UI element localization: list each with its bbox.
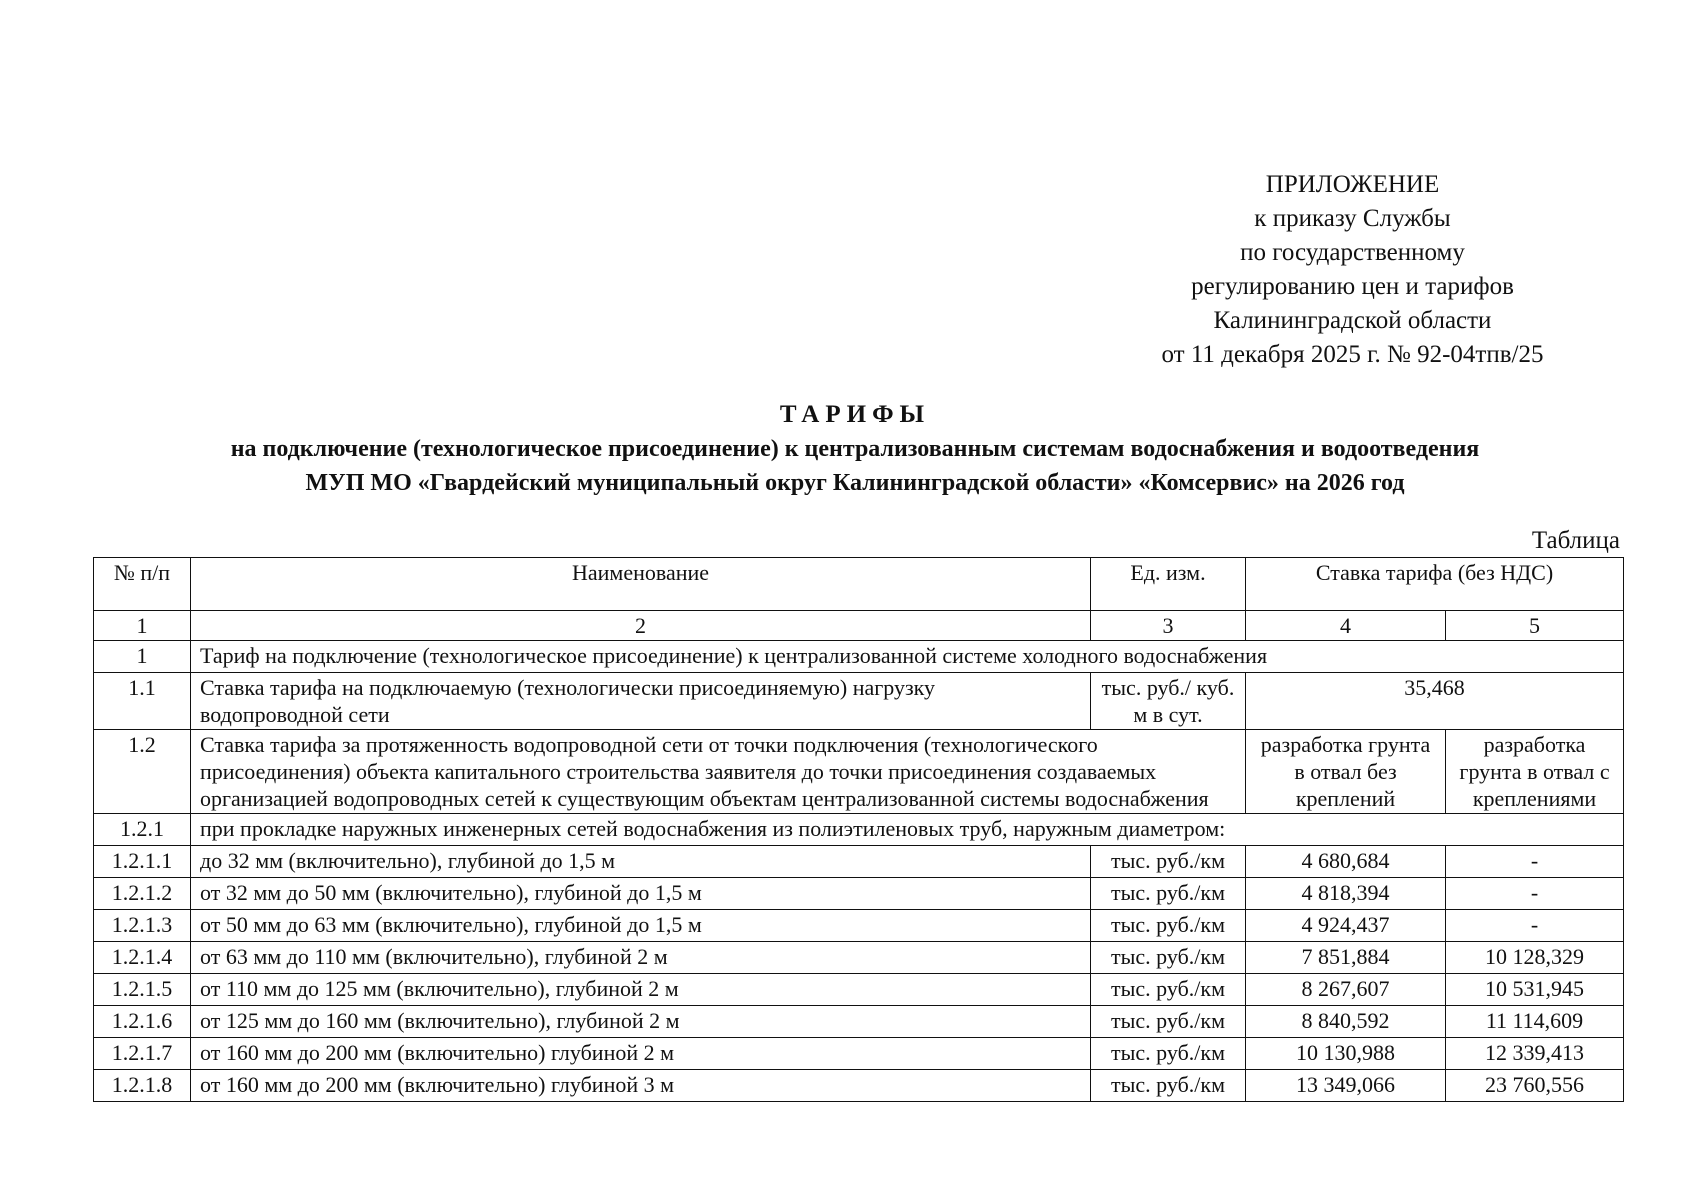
row-col4-label: разработка грунта в отвал без креплений <box>1246 730 1446 814</box>
row-name: от 125 мм до 160 мм (включительно), глубиной 2 м <box>191 1006 1091 1038</box>
row-name: при прокладке наружных инженерных сетей водоснабжения из полиэтиленовых труб, наружным диаметром: <box>191 814 1624 846</box>
header-rate: Ставка тарифа (без НДС) <box>1246 558 1624 611</box>
row-num: 1.2.1.3 <box>94 910 191 942</box>
row-value-col5: 10 531,945 <box>1446 974 1624 1006</box>
table-row <box>94 974 1624 1006</box>
row-unit: тыс. руб./км <box>1091 942 1246 974</box>
row-value: 35,468 <box>1246 673 1624 730</box>
row-value-col5: - <box>1446 846 1624 878</box>
appendix-line: к приказу Службы <box>1254 205 1451 232</box>
row-unit: тыс. руб./км <box>1091 846 1246 878</box>
row-num: 1.1 <box>94 673 191 730</box>
row-value-col4: 7 851,884 <box>1246 942 1446 974</box>
row-name: Ставка тарифа на подключаемую (технологически присоединяемую) нагрузку водопроводной сети <box>191 673 1091 730</box>
header-num: № п/п <box>94 558 191 611</box>
table-row <box>94 673 1624 730</box>
row-value-col4: 13 349,066 <box>1246 1070 1446 1102</box>
row-value-col5: 11 114,609 <box>1446 1006 1624 1038</box>
header-name: Наименование <box>191 558 1091 611</box>
row-name: Ставка тарифа за протяженность водопроводной сети от точки подключения (технологического присоединения) объекта капитального строительства заявителя до точки присоединения создаваемых организацией водопроводных сетей к существующим объектам централизованной системы водоснабжения <box>191 730 1246 814</box>
row-num: 1.2.1.6 <box>94 1006 191 1038</box>
row-unit: тыс. руб./ куб. м в сут. <box>1091 673 1246 730</box>
column-number: 1 <box>94 611 191 641</box>
row-num: 1.2.1.2 <box>94 878 191 910</box>
row-num: 1.2.1 <box>94 814 191 846</box>
table-row <box>94 942 1624 974</box>
table-row <box>94 1070 1624 1102</box>
row-name: от 32 мм до 50 мм (включительно), глубиной до 1,5 м <box>191 878 1091 910</box>
row-col5-label: разработка грунта в отвал с креплениями <box>1446 730 1624 814</box>
row-value-col4: 4 924,437 <box>1246 910 1446 942</box>
table-row <box>94 730 1624 814</box>
document-subtitle-line-1: на подключение (технологическое присоединение) к централизованным системам водоснабжения и водоотведения <box>230 436 1480 462</box>
row-name: от 50 мм до 63 мм (включительно), глубиной до 1,5 м <box>191 910 1091 942</box>
row-value-col4: 8 267,607 <box>1246 974 1446 1006</box>
row-name: до 32 мм (включительно), глубиной до 1,5 м <box>191 846 1091 878</box>
row-num: 1.2.1.4 <box>94 942 191 974</box>
section-row <box>94 641 1624 673</box>
document-subtitle-line-2: МУП МО «Гвардейский муниципальный округ Калининградской области» «Комсервис» на 2026 год <box>305 470 1405 496</box>
header-unit: Ед. изм. <box>1091 558 1246 611</box>
row-value-col4: 10 130,988 <box>1246 1038 1446 1070</box>
row-value-col5: - <box>1446 878 1624 910</box>
row-unit: тыс. руб./км <box>1091 1006 1246 1038</box>
row-num: 1.2.1.8 <box>94 1070 191 1102</box>
row-value-col4: 4 818,394 <box>1246 878 1446 910</box>
column-number: 5 <box>1446 611 1624 641</box>
row-unit: тыс. руб./км <box>1091 878 1246 910</box>
row-name: от 110 мм до 125 мм (включительно), глубиной 2 м <box>191 974 1091 1006</box>
row-num: 1.2.1.7 <box>94 1038 191 1070</box>
column-number: 2 <box>191 611 1091 641</box>
row-value-col5: - <box>1446 910 1624 942</box>
appendix-header <box>1080 168 1625 372</box>
subsection-row <box>94 814 1624 846</box>
row-unit: тыс. руб./км <box>1091 1038 1246 1070</box>
row-unit: тыс. руб./км <box>1091 910 1246 942</box>
section-num: 1 <box>94 641 191 673</box>
row-name: от 63 мм до 110 мм (включительно), глубиной 2 м <box>191 942 1091 974</box>
appendix-title: ПРИЛОЖЕНИЕ <box>1265 171 1440 198</box>
appendix-line: регулированию цен и тарифов <box>1191 273 1514 300</box>
row-unit: тыс. руб./км <box>1091 1070 1246 1102</box>
row-unit: тыс. руб./км <box>1091 974 1246 1006</box>
appendix-line: Калининградской области <box>1213 307 1492 334</box>
table-header-row <box>94 558 1624 611</box>
document-title: ТАРИФЫ <box>779 401 931 428</box>
column-number-row <box>94 611 1624 641</box>
section-name: Тариф на подключение (технологическое присоединение) к централизованной системе холодного водоснабжения <box>191 641 1624 673</box>
column-number: 3 <box>1091 611 1246 641</box>
table-row <box>94 910 1624 942</box>
row-num: 1.2 <box>94 730 191 814</box>
table-caption: Таблица <box>1531 527 1620 554</box>
row-value-col5: 12 339,413 <box>1446 1038 1624 1070</box>
row-num: 1.2.1.5 <box>94 974 191 1006</box>
row-num: 1.2.1.1 <box>94 846 191 878</box>
appendix-line: по государственному <box>1240 239 1465 266</box>
table-row <box>94 1006 1624 1038</box>
table-row <box>94 1038 1624 1070</box>
table-row <box>94 846 1624 878</box>
appendix-order-date: от 11 декабря 2025 г. № 92-04тпв/25 <box>1161 341 1544 368</box>
table-row <box>94 878 1624 910</box>
row-name: от 160 мм до 200 мм (включительно) глубиной 3 м <box>191 1070 1091 1102</box>
row-value-col5: 10 128,329 <box>1446 942 1624 974</box>
row-value-col5: 23 760,556 <box>1446 1070 1624 1102</box>
tariff-table <box>93 557 1624 1102</box>
column-number: 4 <box>1246 611 1446 641</box>
row-value-col4: 8 840,592 <box>1246 1006 1446 1038</box>
document-title-block <box>80 398 1630 500</box>
row-value-col4: 4 680,684 <box>1246 846 1446 878</box>
row-name: от 160 мм до 200 мм (включительно) глубиной 2 м <box>191 1038 1091 1070</box>
